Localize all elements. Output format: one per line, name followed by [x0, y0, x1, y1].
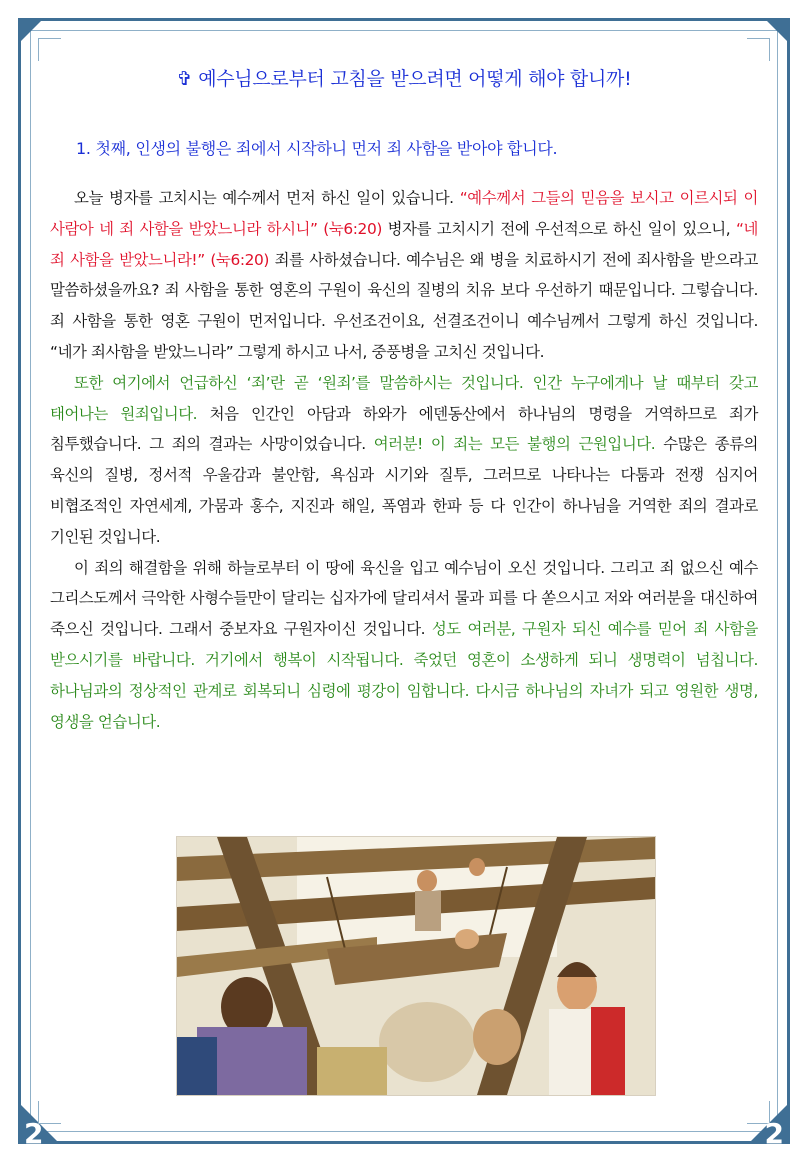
scripture-quote: “네 죄 사함을 받았느니라!” (눅6:20)	[50, 219, 758, 269]
body-text: 처음 인간인 아담과 하와가 에덴동산에서 하나님의 명령을 거역하므로 죄가 침투했습니다. 그 죄의 결과는 사망이었습니다.	[50, 404, 758, 454]
page-title	[40, 64, 768, 91]
section-heading: 1. 첫째, 인생의 불행은 죄에서 시작하니 먼저 죄 사함을 받아야 합니다.	[76, 139, 558, 158]
corner-bracket	[38, 38, 61, 61]
page-number-left: 2	[24, 1117, 44, 1150]
body-text: 이 죄의 해결함을 위해 하늘로부터 이 땅에 육신을 입고 예수님이 오신 것입니다. 그리고 죄 없으신 예수 그리스도께서 극악한 사형수들만이 달리는 십자가에 달리셔서 물과 피를 다 쏟으시고 저와 여러분을 대신하여 죽으신 것입니다. 그래서 중보자요 구원자이신 것입니다.	[50, 558, 758, 639]
paragraph	[50, 368, 758, 553]
corner-bracket	[747, 38, 770, 61]
scripture-quote: “예수께서 그들의 믿음을 보시고 이르시되 이 사람아 네 죄 사함을 받았느니라 하시니” (눅6:20)	[50, 189, 758, 238]
body-text: 수많은 종류의 육신의 질병, 정서적 우울감과 불안함, 욕심과 시기와 질투, 그러므로 나타나는 다툼과 전쟁 심지어 비협조적인 자연세계, 가뭄과 홍수, 지진과 해일, 폭염과 한파 등 다 인간이 하나님을 거역한 죄의 결과로 기인된 것입니다.	[50, 435, 759, 546]
emphasis-text: 성도 여러분, 구원자 되신 예수를 믿어 죄 사함을 받으시기를 바랍니다. 거기에서 행복이 시작됩니다. 죽었던 영혼이 소생하게 되니 생명력이 넘칩니다. 하나님과의 정상적인 관계로 회복되니 심령에 평강이 임합니다. 다시금 하나님의 자녀가 되고 영원한 생명, 영생을 얻습니다.	[50, 620, 758, 731]
emphasis-text: 여러분! 이 죄는 모든 불행의 근원입니다.	[373, 435, 656, 454]
healing-paralytic-illustration	[176, 836, 656, 1096]
cross-icon: ✞	[176, 68, 193, 90]
body-text: 오늘 병자를 고치시는 예수께서 먼저 하신 일이 있습니다.	[74, 189, 460, 207]
body-text: 병자를 고치시기 전에 우선적으로 하신 일이 있으니,	[381, 219, 736, 238]
paragraph	[50, 553, 758, 738]
page-number-right: 2	[764, 1117, 784, 1150]
article-body	[50, 183, 758, 737]
paragraph	[50, 183, 758, 368]
emphasis-text: 또한 여기에서 언급하신 ‘죄’란 곧 ‘원죄’를 말씀하시는 것입니다. 인간 누구에게나 날 때부터 갖고 태어나는 원죄입니다.	[50, 373, 758, 423]
page-title-text: 예수님으로부터 고침을 받으려면 어떻게 해야 합니까!	[198, 68, 632, 90]
body-text: 죄를 사하셨습니다. 예수님은 왜 병을 치료하시기 전에 죄사함을 받으라고 말씀하셨을까요? 죄 사함을 통한 영혼의 구원이 육신의 질병의 치유 보다 우선하기 때문입니다. 그렇습니다. 죄 사함을 통한 영혼 구원이 먼저입니다. 우선조건이요, 선결조건이니 예수님께서 그렇게 하신 것입니다. “네가 죄사함을 받았느니라” 그렇게 하시고 나서, 중풍병을 고치신 것입니다.	[50, 250, 758, 361]
